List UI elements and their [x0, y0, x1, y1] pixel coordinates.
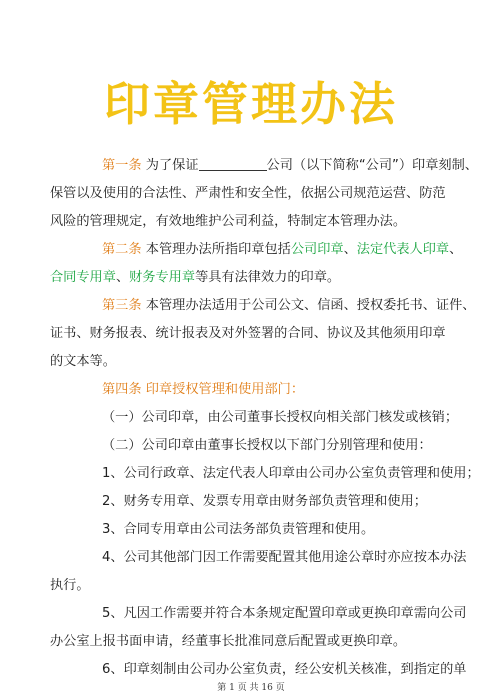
- article4-item: 5、凡因工作需要并符合本条规定配置印章或更换印章需向公司: [102, 606, 467, 621]
- article3-line2: 证书、财务报表、统计报表及对外签署的合同、协议及其他须用印章: [50, 326, 446, 341]
- seal-legal-rep: 法定代表人印章: [356, 242, 450, 257]
- seal-contract: 合同专用章: [50, 270, 116, 285]
- article4-item: 1、公司行政章、法定代表人印章由公司办公室负责管理和使用；: [102, 466, 480, 481]
- seal-finance: 财务专用章: [129, 270, 196, 285]
- article4-item: 2、财务专用章、发票专用章由财务部负责管理和使用；: [102, 494, 427, 509]
- article4-item: 执行。: [50, 578, 90, 593]
- article4-item: （一）公司印章，由公司董事长授权向相关部门核发或核销；: [102, 410, 459, 425]
- separator: 、: [449, 242, 463, 257]
- article4-item: 4、公司其他部门因工作需要配置其他用途公章时亦应按本办法: [102, 550, 467, 565]
- article2-line2: [50, 268, 340, 288]
- article1-line3: 风险的管理规定，有效地维护公司利益，特制定本管理办法。: [50, 214, 407, 229]
- separator: 、: [343, 242, 357, 257]
- article4-item: 办公室上报书面申请，经董事长批准同意后配置或更换印章。: [50, 634, 407, 649]
- page-footer: 第 1 页 共 16 页: [217, 683, 285, 693]
- article1-line2: 保管以及使用的合法性、严肃性和安全性，依据公司规范运营、防范: [50, 186, 446, 201]
- article1-text-b: 公司（以下简称“公司”）印章刻制、: [266, 158, 478, 173]
- article4-item: 6、印章刻制由公司办公室负责，经公安机关核准，到指定的单: [102, 662, 467, 677]
- separator: 、: [115, 270, 130, 285]
- article1-text-a: 为了保证: [145, 158, 199, 173]
- article4-item: 3、合同专用章由公司法务部负责管理和使用。: [102, 522, 375, 537]
- article2-text1: 本管理办法所指印章包括: [145, 242, 291, 257]
- article4-item: （二）公司印章由董事长授权以下部门分别管理和使用：: [102, 438, 432, 453]
- article1-label: 第一条: [102, 158, 142, 173]
- article3-line3: 的文本等。: [50, 354, 116, 369]
- blank-underline: [199, 156, 267, 171]
- article2-text2: 等具有法律效力的印章。: [195, 270, 341, 285]
- article1-line1: [102, 156, 478, 176]
- article3-line1: [102, 296, 475, 316]
- article4-heading: 第四条 印章授权管理和使用部门：: [102, 382, 305, 397]
- article3-text1: 本管理办法适用于公司公文、信函、授权委托书、证件、: [145, 298, 476, 313]
- article2-label: 第二条: [102, 242, 142, 257]
- document-title: 印章管理办法: [104, 77, 398, 131]
- seal-company: 公司印章: [290, 242, 344, 257]
- article2-line1: [102, 240, 462, 260]
- article3-label: 第三条: [102, 298, 142, 313]
